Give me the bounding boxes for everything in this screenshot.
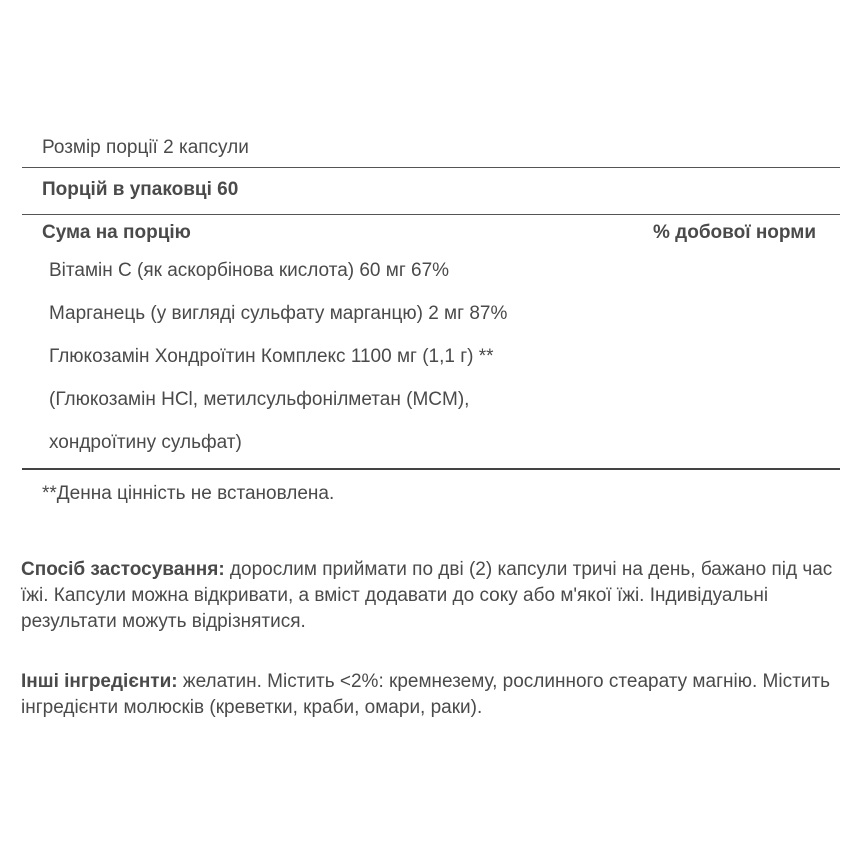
amount-per-serving-header: Сума на порцію	[42, 222, 191, 243]
nutrient-row: Марганець (у вигляді сульфату марганцю) 2 мг 87%	[49, 303, 508, 324]
footnote: **Денна цінність не встановлена.	[42, 483, 335, 504]
ingredients-paragraph	[21, 669, 841, 721]
ingredients-text: желатин. Містить <2%: кремнезему, рослинного стеарату магнію. Містить інгредієнти молюсків (креветки, краби, омари, раки).	[21, 671, 830, 718]
nutrient-row: хондроїтину сульфат)	[49, 432, 242, 453]
serving-size: Розмір порції 2 капсули	[42, 137, 249, 158]
table-header	[22, 215, 840, 253]
servings-per-container: Порцій в упаковці 60	[42, 179, 239, 200]
directions-text: дорослим приймати по дві (2) капсули тричі на день, бажано під час їжі. Капсули можна відкривати, а вміст додавати до соку або м'якої їжі. Індивідуальні результати можуть відрізнятися.	[21, 559, 833, 632]
nutrient-row: Глюкозамін Хондроїтин Комплекс 1100 мг (1,1 г) **	[49, 346, 494, 367]
nutrient-row: (Глюкозамін HCl, метилсульфонілметан (MCM),	[49, 389, 470, 410]
ingredients-label: Інші інгредієнти:	[21, 671, 178, 692]
directions-label: Спосіб застосування:	[21, 559, 225, 580]
nutrient-row: Вітамін С (як аскорбінова кислота) 60 мг 67%	[49, 260, 450, 281]
daily-value-header: % добової норми	[652, 222, 816, 243]
directions-paragraph	[21, 557, 841, 635]
supplement-facts-table	[22, 126, 840, 505]
